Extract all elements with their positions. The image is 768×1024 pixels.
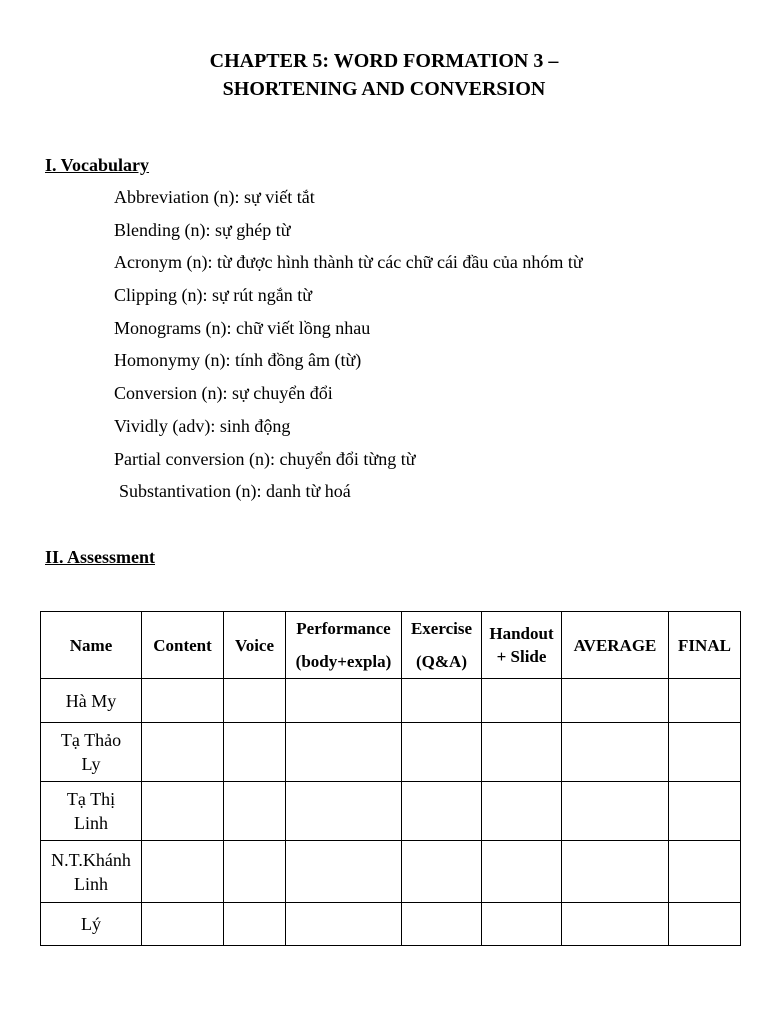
performance-score-cell[interactable] <box>286 723 402 782</box>
exercise-score-cell[interactable] <box>402 903 482 946</box>
student-name-cell <box>41 679 142 723</box>
vocabulary-heading: I. Vocabulary <box>45 155 150 175</box>
header-content: Content <box>142 612 224 679</box>
content-score-cell[interactable] <box>142 903 224 946</box>
student-name-cell <box>41 782 142 841</box>
final-score-cell[interactable] <box>669 903 741 946</box>
assessment-heading: II. Assessment <box>45 547 156 567</box>
header-exercise-line-2: (Q&A) <box>416 652 467 671</box>
handout-score-cell[interactable] <box>482 903 562 946</box>
handout-score-cell[interactable] <box>482 841 562 903</box>
average-score-cell[interactable] <box>562 679 669 723</box>
table-row <box>41 841 741 903</box>
student-name-line-1: Tạ Thảo <box>60 730 122 750</box>
student-name-line-1: Lý <box>81 914 101 934</box>
header-handout <box>482 612 562 679</box>
voice-score-cell[interactable] <box>224 903 286 946</box>
vocabulary-item-text: Acronym (n): từ được hình thành từ các chữ cái đầu của nhóm từ <box>114 252 583 273</box>
title-line-1: CHAPTER 5: WORD FORMATION 3 – <box>209 50 559 72</box>
header-exercise <box>402 612 482 679</box>
vocabulary-item-text: Clipping (n): sự rút ngắn từ <box>114 285 312 306</box>
table-row <box>41 723 741 782</box>
content-score-cell[interactable] <box>142 841 224 903</box>
vocabulary-item-text: Conversion (n): sự chuyển đổi <box>114 383 333 404</box>
final-score-cell[interactable] <box>669 782 741 841</box>
vocabulary-item-text: Partial conversion (n): chuyển đổi từng từ <box>114 448 416 469</box>
voice-score-cell[interactable] <box>224 679 286 723</box>
final-score-cell[interactable] <box>669 679 741 723</box>
student-name-line-2: Ly <box>81 754 101 774</box>
handout-score-cell[interactable] <box>482 679 562 723</box>
vocabulary-item-text: Blending (n): sự ghép từ <box>114 219 291 240</box>
document-title <box>0 47 768 103</box>
voice-score-cell[interactable] <box>224 782 286 841</box>
exercise-score-cell[interactable] <box>402 782 482 841</box>
performance-score-cell[interactable] <box>286 903 402 946</box>
student-name-cell <box>41 723 142 782</box>
header-final: FINAL <box>669 612 741 679</box>
student-name-line-1: Hà My <box>65 690 117 711</box>
exercise-score-cell[interactable] <box>402 841 482 903</box>
header-average: AVERAGE <box>562 612 669 679</box>
student-name-line-2: Linh <box>74 873 108 894</box>
student-name-line-2: Linh <box>74 813 108 833</box>
content-score-cell[interactable] <box>142 782 224 841</box>
vocabulary-item-text: Vividly (adv): sinh động <box>114 415 291 436</box>
header-performance-line-1: Performance <box>296 619 391 638</box>
student-name-line-1: Tạ Thị <box>66 789 116 809</box>
table-row <box>41 782 741 841</box>
vocabulary-item-text: Monograms (n): chữ viết lồng nhau <box>114 317 371 338</box>
exercise-score-cell[interactable] <box>402 679 482 723</box>
header-name: Name <box>41 612 142 679</box>
performance-score-cell[interactable] <box>286 679 402 723</box>
header-exercise-line-1: Exercise <box>410 619 473 638</box>
content-score-cell[interactable] <box>142 679 224 723</box>
assessment-table <box>40 611 741 946</box>
student-name-cell <box>41 841 142 903</box>
content-score-cell[interactable] <box>142 723 224 782</box>
header-handout-line-2: + Slide <box>496 647 547 666</box>
handout-score-cell[interactable] <box>482 782 562 841</box>
student-name-line-1: N.T.Khánh <box>51 849 131 870</box>
vocabulary-item-text: Homonymy (n): tính đồng âm (từ) <box>114 350 362 371</box>
average-score-cell[interactable] <box>562 903 669 946</box>
voice-score-cell[interactable] <box>224 723 286 782</box>
table-header-row <box>41 612 741 679</box>
vocabulary-item-text: Abbreviation (n): sự viết tắt <box>114 187 315 207</box>
average-score-cell[interactable] <box>562 841 669 903</box>
title-line-2: SHORTENING AND CONVERSION <box>222 78 546 100</box>
table-row <box>41 903 741 946</box>
header-performance <box>286 612 402 679</box>
header-voice: Voice <box>224 612 286 679</box>
final-score-cell[interactable] <box>669 723 741 782</box>
header-handout-line-1: Handout <box>489 624 554 643</box>
table-row <box>41 679 741 723</box>
vocabulary-item-text: Substantivation (n): danh từ hoá <box>119 481 351 502</box>
final-score-cell[interactable] <box>669 841 741 903</box>
performance-score-cell[interactable] <box>286 841 402 903</box>
header-performance-line-2: (body+expla) <box>295 652 392 671</box>
average-score-cell[interactable] <box>562 782 669 841</box>
handout-score-cell[interactable] <box>482 723 562 782</box>
student-name-cell <box>41 903 142 946</box>
average-score-cell[interactable] <box>562 723 669 782</box>
performance-score-cell[interactable] <box>286 782 402 841</box>
voice-score-cell[interactable] <box>224 841 286 903</box>
exercise-score-cell[interactable] <box>402 723 482 782</box>
